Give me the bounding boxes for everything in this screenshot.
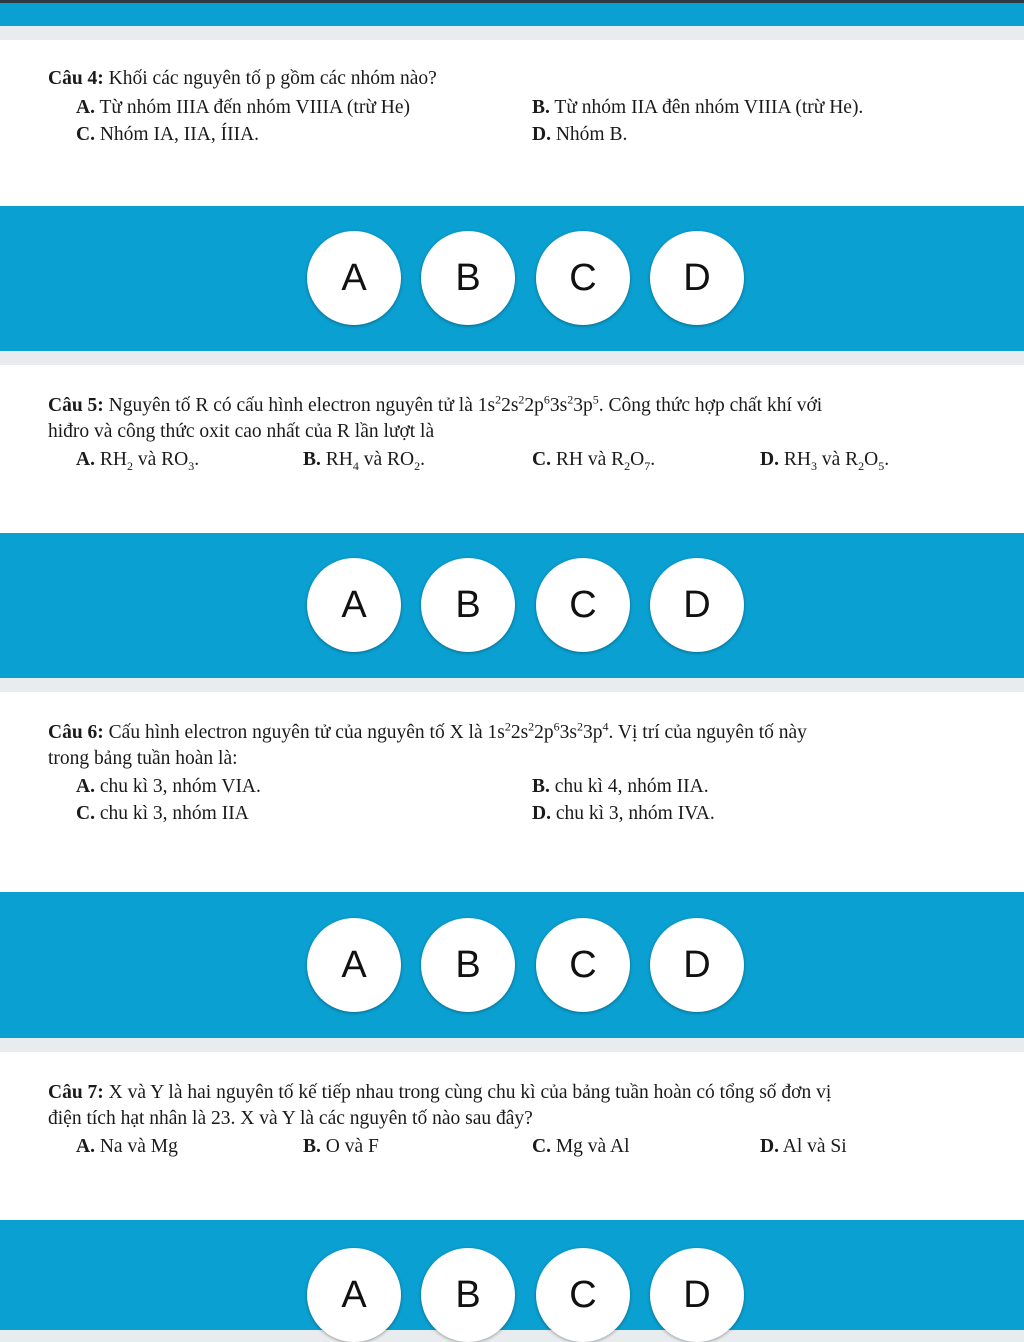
option-a	[76, 774, 261, 800]
config-exp: 5	[592, 392, 599, 407]
formula-sub: 4	[352, 458, 359, 473]
question-body: Khối các nguyên tố p gồm các nhóm nào?	[108, 68, 437, 89]
option-b	[532, 95, 863, 121]
question-text	[48, 1080, 1012, 1132]
answer-button-a[interactable]: A	[307, 918, 401, 1012]
option-letter: C.	[532, 449, 551, 470]
config-part: 2p	[534, 722, 554, 743]
answer-button-d[interactable]: D	[650, 231, 744, 325]
config-exp: 2	[495, 392, 502, 407]
question-label: Câu 5:	[48, 395, 104, 416]
option-c	[532, 1134, 630, 1160]
config-part: 1s	[477, 395, 496, 416]
option-d	[532, 122, 627, 148]
question-body-line2: điện tích hạt nhân là 23. X và Y là các nguyên tố nào sau đây?	[48, 1108, 533, 1129]
option-a	[76, 1134, 178, 1160]
config-part: 3s	[549, 395, 568, 416]
answer-band-7	[0, 1220, 1024, 1330]
question-label: Câu 4:	[48, 68, 104, 89]
config-part: 3p	[583, 722, 603, 743]
config-part: 2s	[501, 395, 519, 416]
config-exp: 6	[553, 719, 560, 734]
question-body: . Vị trí của nguyên tố này	[608, 722, 807, 743]
option-letter: C.	[76, 803, 95, 824]
option-letter: A.	[76, 776, 95, 797]
formula-part: RH	[783, 449, 811, 470]
question-card-6	[0, 692, 1024, 892]
question-body: Nguyên tố R có cấu hình electron nguyên tử là	[108, 395, 473, 416]
question-card-5	[0, 365, 1024, 533]
question-card-7	[0, 1052, 1024, 1220]
option-c	[76, 122, 259, 148]
option-letter: D.	[532, 124, 551, 145]
formula-end: .	[194, 449, 200, 470]
answer-button-c[interactable]: C	[536, 1248, 630, 1342]
formula-sub: 2	[414, 458, 421, 473]
question-body: X và Y là hai nguyên tố kế tiếp nhau trong cùng chu kì của bảng tuần hoàn có tổng số đơn vị	[108, 1082, 832, 1103]
option-letter: B.	[303, 1136, 321, 1157]
config-part: 2s	[510, 722, 529, 743]
answer-button-d[interactable]: D	[650, 1248, 744, 1342]
option-b	[303, 447, 425, 473]
formula-sub: 2	[126, 458, 133, 473]
option-text: chu kì 3, nhóm IVA.	[555, 803, 715, 824]
answer-button-d[interactable]: D	[650, 918, 744, 1012]
config-exp: 2	[567, 392, 574, 407]
option-a	[76, 95, 410, 121]
option-text: Nhóm IA, IIA, ÍIIA.	[99, 124, 260, 145]
option-letter: C.	[76, 124, 95, 145]
config-exp: 2	[518, 392, 525, 407]
option-text: Al và Si	[782, 1136, 847, 1157]
option-d	[760, 1134, 847, 1160]
option-d	[532, 801, 715, 827]
answer-button-c[interactable]: C	[536, 558, 630, 652]
option-a	[76, 447, 199, 473]
formula-part: RH	[555, 449, 583, 470]
option-c	[532, 447, 655, 473]
answer-button-a[interactable]: A	[307, 231, 401, 325]
option-c	[76, 801, 249, 827]
option-letter: A.	[76, 97, 95, 118]
formula	[555, 449, 656, 473]
option-letter: D.	[532, 803, 551, 824]
electron-config	[477, 392, 599, 416]
formula-part: RO	[161, 449, 189, 470]
question-label: Câu 6:	[48, 722, 104, 743]
config-exp: 6	[543, 392, 550, 407]
answer-button-a[interactable]: A	[307, 1248, 401, 1342]
option-letter: D.	[760, 449, 779, 470]
question-text	[48, 66, 1012, 92]
formula-end: .	[884, 449, 890, 470]
question-body: . Công thức hợp chất khí với	[598, 395, 823, 416]
question-body-line2: trong bảng tuần hoàn là:	[48, 748, 238, 769]
config-exp: 2	[528, 719, 535, 734]
answer-button-a[interactable]: A	[307, 558, 401, 652]
option-letter: B.	[532, 97, 550, 118]
electron-config	[487, 719, 609, 743]
option-b	[532, 774, 709, 800]
question-card-4	[0, 40, 1024, 206]
formula	[325, 449, 425, 473]
formula-sub: 2	[858, 458, 865, 473]
formula-part: RH	[99, 449, 127, 470]
formula-part: R	[611, 449, 625, 470]
config-part: 2p	[524, 395, 544, 416]
question-body-line2: hiđro và công thức oxit cao nhất của R lần lượt là	[48, 421, 435, 442]
formula-part: O	[864, 449, 879, 470]
option-d	[760, 447, 889, 473]
formula-join: và	[132, 449, 162, 470]
answer-band-5	[0, 533, 1024, 678]
answer-band-4	[0, 206, 1024, 351]
option-letter: D.	[760, 1136, 779, 1157]
formula-sub: 2	[624, 458, 631, 473]
option-text: chu kì 4, nhóm IIA.	[554, 776, 709, 797]
formula	[783, 449, 890, 473]
answer-button-b[interactable]: B	[421, 1248, 515, 1342]
config-part: 1s	[487, 722, 505, 743]
option-letter: B.	[532, 776, 550, 797]
question-text	[48, 720, 1012, 772]
answer-button-c[interactable]: C	[536, 918, 630, 1012]
option-text: Từ nhóm IIA đên nhóm VIIIA (trừ He).	[554, 97, 864, 118]
option-text: O và F	[325, 1136, 379, 1157]
option-letter: C.	[532, 1136, 551, 1157]
formula-sub: 5	[878, 458, 885, 473]
formula-part: RO	[387, 449, 415, 470]
question-label: Câu 7:	[48, 1082, 104, 1103]
formula-sub: 7	[644, 458, 651, 473]
answer-button-b[interactable]: B	[421, 918, 515, 1012]
config-exp: 4	[602, 719, 609, 734]
config-exp: 2	[504, 719, 511, 734]
formula-part: O	[630, 449, 645, 470]
answer-band-6	[0, 892, 1024, 1038]
answer-button-d[interactable]: D	[650, 558, 744, 652]
option-b	[303, 1134, 379, 1160]
formula-end: .	[650, 449, 656, 470]
formula-end: .	[420, 449, 425, 470]
answer-button-b[interactable]: B	[421, 231, 515, 325]
formula-sub: 3	[810, 458, 817, 473]
option-letter: A.	[76, 1136, 95, 1157]
option-text: Nhóm B.	[555, 124, 628, 145]
answer-button-b[interactable]: B	[421, 558, 515, 652]
config-exp: 2	[577, 719, 584, 734]
config-part: 3s	[559, 722, 578, 743]
question-text	[48, 393, 1012, 445]
formula-join: và	[582, 449, 612, 470]
formula-part: RH	[325, 449, 353, 470]
option-letter: A.	[76, 449, 95, 470]
option-text: Từ nhóm IIIA đến nhóm VIIIA (trừ He)	[99, 97, 411, 118]
formula-sub: 3	[188, 458, 195, 473]
formula-join: và	[358, 449, 388, 470]
top-border	[0, 0, 1024, 3]
option-text: chu kì 3, nhóm VIA.	[99, 776, 261, 797]
option-text: Na và Mg	[99, 1136, 178, 1157]
formula-part: R	[845, 449, 859, 470]
config-part: 3p	[573, 395, 593, 416]
answer-button-c[interactable]: C	[536, 231, 630, 325]
formula-join: và	[816, 449, 846, 470]
formula	[99, 449, 200, 473]
option-letter: B.	[303, 449, 321, 470]
option-text: Mg và Al	[555, 1136, 630, 1157]
question-body: Cấu hình electron nguyên tử của nguyên tố X là	[108, 722, 483, 743]
top-answer-band	[0, 0, 1024, 26]
option-text: chu kì 3, nhóm IIA	[99, 803, 249, 824]
